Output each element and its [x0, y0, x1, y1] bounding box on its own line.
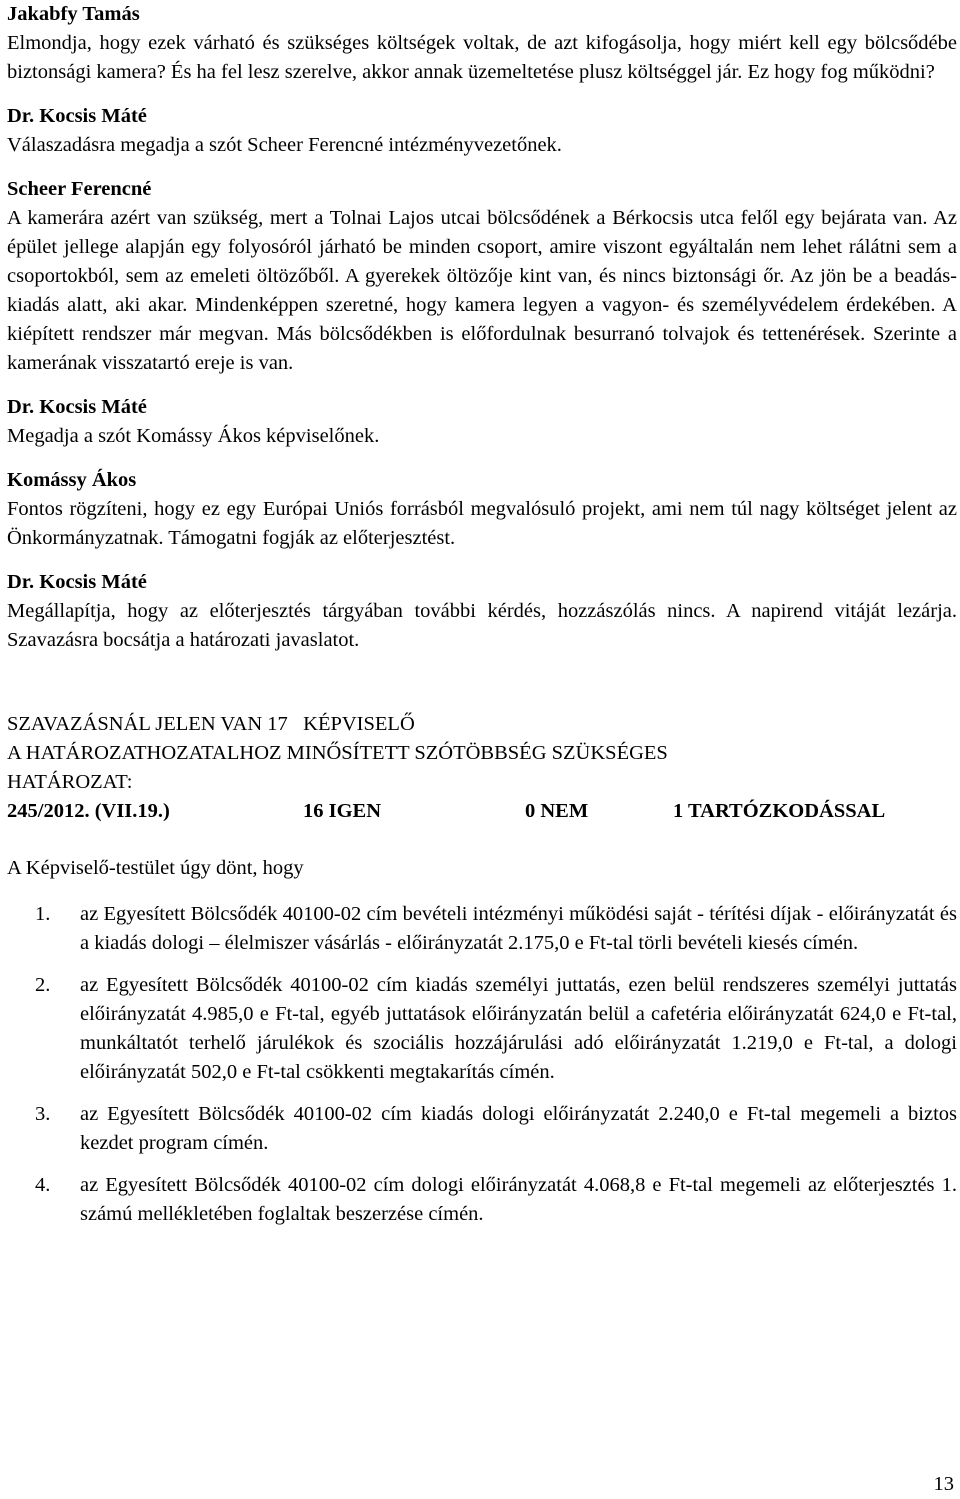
resolution-label: HATÁROZAT:	[7, 771, 133, 793]
page-number: 13	[933, 1473, 954, 1495]
speaker-name: Jakabfy Tamás	[7, 3, 140, 25]
vote-section	[7, 710, 957, 826]
decision-item	[7, 1171, 957, 1229]
vote-abstain: 1 TARTÓZKODÁSSAL	[673, 800, 886, 822]
speech-text: Válaszadásra megadja a szót Scheer Ferencné intézményvezetőnek.	[7, 134, 562, 156]
speaker-name: Scheer Ferencné	[7, 178, 152, 200]
speaker-name: Dr. Kocsis Máté	[7, 396, 147, 418]
decision-text: az Egyesített Bölcsődék 40100-02 cím kiadás személyi juttatás, ezen belül rendszeres személyi juttatás előirányzatát 4.985,0 e Ft-tal, egyéb juttatások előirányzatán belül a cafetéria előirányzatát 624,0 e Ft-tal, munkáltatót terhelő járulékok és szociális hozzájárulási adó előirányzatát 1.219,0 e Ft-tal, a dologi előirányzatát 502,0 e Ft-tal csökkenti megtakarítás címén.	[80, 974, 957, 1083]
resolution-number: 245/2012. (VII.19.)	[7, 800, 170, 822]
speech-text: Megállapítja, hogy az előterjesztés tárgyában további kérdés, hozzászólás nincs. A napirend vitáját lezárja. Szavazásra bocsátja a határozati javaslatot.	[7, 600, 957, 651]
decision-number: 3.	[35, 1103, 51, 1125]
speech-block	[7, 466, 957, 553]
speaker-name: Dr. Kocsis Máté	[7, 571, 147, 593]
decision-number: 1.	[35, 903, 51, 925]
decision-item	[7, 1100, 957, 1158]
decision-text: az Egyesített Bölcsődék 40100-02 cím bevételi intézményi működési saját - térítési díjak - előirányzatát és a kiadás dologi – élelmiszer vásárlás - előirányzatát 2.175,0 e Ft-tal törli bevételi kiesés címén.	[80, 903, 957, 954]
decision-list	[7, 900, 957, 1229]
decision-item	[7, 971, 957, 1087]
vote-yes: 16 IGEN	[303, 800, 382, 822]
speech-block	[7, 175, 957, 378]
decision-number: 4.	[35, 1174, 51, 1196]
decision-item	[7, 900, 957, 958]
decision-number: 2.	[35, 974, 51, 996]
vote-result-row	[7, 797, 957, 826]
decision-text: az Egyesített Bölcsődék 40100-02 cím kiadás dologi előirányzatát 2.240,0 e Ft-tal megemeli a biztos kezdet program címén.	[80, 1103, 957, 1154]
vote-no: 0 NEM	[525, 800, 589, 822]
speech-block	[7, 393, 957, 451]
decision-text: az Egyesített Bölcsődék 40100-02 cím dologi előirányzatát 4.068,8 e Ft-tal megemeli az előterjesztés 1. számú mellékletében foglaltak beszerzése címén.	[80, 1174, 957, 1225]
vote-present-line: SZAVAZÁSNÁL JELEN VAN 17 KÉPVISELŐ	[7, 713, 415, 735]
speech-text: Elmondja, hogy ezek várható és szükséges költségek voltak, de azt kifogásolja, hogy miért kell egy bölcsődébe biztonsági kamera? És ha fel lesz szerelve, akkor annak üzemeltetése plusz költséggel jár. Ez hogy fog működni?	[7, 32, 957, 83]
document-page	[7, 0, 957, 1242]
vote-majority-line: A HATÁROZATHOZATALHOZ MINŐSÍTETT SZÓTÖBBSÉG SZÜKSÉGES	[7, 742, 668, 764]
decision-intro: A Képviselő-testület úgy dönt, hogy	[7, 857, 304, 879]
speaker-name: Komássy Ákos	[7, 469, 137, 491]
speech-text: A kamerára azért van szükség, mert a Tolnai Lajos utcai bölcsődének a Bérkocsis utca felől egy bejárata van. Az épület jellege alapján egy folyosóról járható be minden csoport, amire viszont egyáltalán nem lehet rálátni sem a csoportokból, sem az emeleti öltözőből. A gyerekek öltözője kint van, és nincs biztonsági őr. Az jön be a beadás-kiadás alatt, aki akar. Mindenképpen szeretné, hogy kamera legyen a vagyon- és személyvédelem érdekében. A kiépített rendszer már megvan. Más bölcsődékben is előfordulnak besurranó tolvajok és tettenérések. Szerinte a kamerának visszatartó ereje is van.	[7, 207, 957, 374]
speech-text: Megadja a szót Komássy Ákos képviselőnek.	[7, 425, 380, 447]
speech-block	[7, 102, 957, 160]
speech-text: Fontos rögzíteni, hogy ez egy Európai Uniós forrásból megvalósuló projekt, ami nem túl nagy költséget jelent az Önkormányzatnak. Támogatni fogják az előterjesztést.	[7, 498, 957, 549]
speech-block	[7, 0, 957, 87]
speech-block	[7, 568, 957, 655]
speaker-name: Dr. Kocsis Máté	[7, 105, 147, 127]
